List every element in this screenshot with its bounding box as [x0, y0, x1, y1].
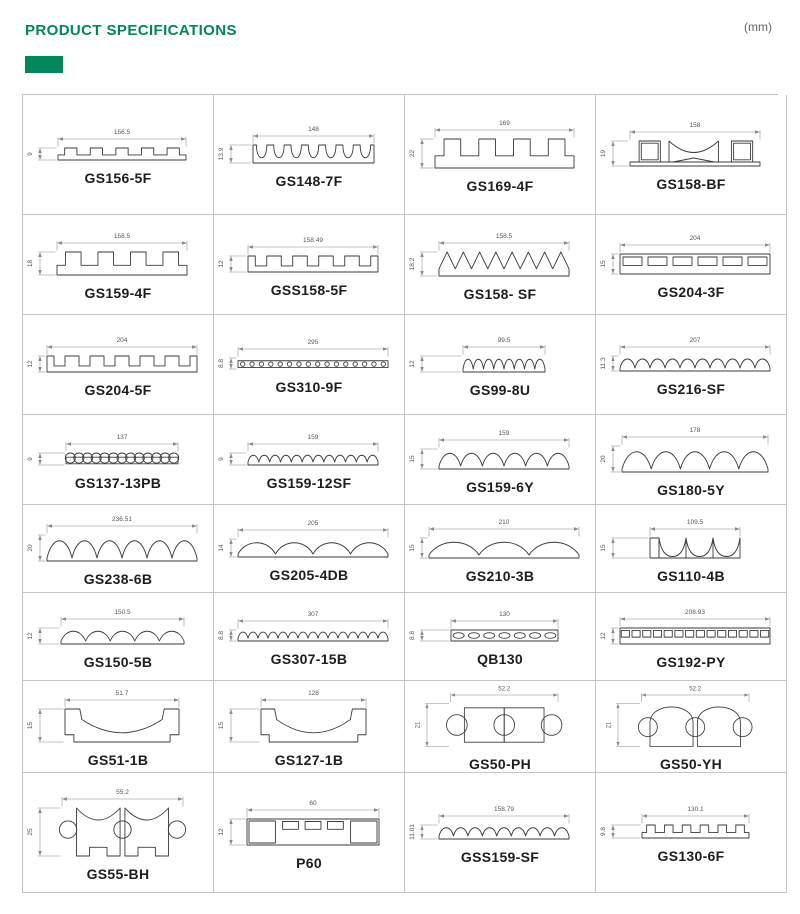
product-code: GS148-7F: [275, 172, 343, 189]
svg-text:158.5: 158.5: [495, 232, 513, 240]
svg-text:128: 128: [308, 690, 319, 697]
svg-text:307: 307: [307, 611, 319, 618]
profile-drawing: [596, 422, 786, 480]
product-code: GS158-BF: [656, 176, 726, 192]
svg-text:204: 204: [116, 336, 128, 344]
product-cell-GS137-13PB: [23, 415, 214, 505]
svg-text:109.5: 109.5: [686, 518, 704, 526]
svg-text:207: 207: [689, 337, 701, 344]
profile-drawing: [214, 606, 404, 649]
product-cell-GS50-YH: [596, 681, 787, 773]
profile-drawing: [214, 795, 404, 853]
product-cell-GS159-12SF: [214, 415, 405, 505]
svg-text:25: 25: [27, 827, 34, 836]
product-cell-GS210-3B: [405, 505, 596, 593]
svg-text:130: 130: [499, 611, 510, 618]
svg-text:12: 12: [27, 359, 34, 368]
svg-text:9: 9: [218, 456, 225, 461]
product-cell-GS180-5Y: [596, 415, 787, 505]
product-code: GS192-PY: [656, 653, 726, 670]
product-code: GS180-5Y: [657, 481, 725, 498]
profile-drawing: [23, 332, 213, 380]
svg-text:11.01: 11.01: [409, 823, 416, 840]
profile-drawing: [405, 228, 595, 284]
svg-text:158.79: 158.79: [494, 805, 514, 813]
profile-drawing: [23, 604, 213, 652]
product-cell-GS51-1B: [23, 681, 214, 773]
product-code: GS156-5F: [84, 169, 152, 186]
profile-drawing: [405, 606, 595, 649]
svg-text:12: 12: [27, 631, 34, 640]
profile-drawing: [596, 117, 786, 174]
svg-text:156.5: 156.5: [113, 128, 131, 136]
spec-table: [22, 94, 778, 893]
svg-text:22: 22: [409, 149, 416, 158]
product-code: GS99-8U: [469, 381, 531, 398]
product-cell-GS159-4F: [23, 215, 214, 315]
svg-text:9.8: 9.8: [600, 826, 607, 837]
product-cell-GS50-PH: [405, 681, 596, 773]
product-cell-GS169-4F: [405, 95, 596, 215]
product-cell-GS205-4DB: [214, 505, 405, 593]
svg-text:11.3: 11.3: [600, 357, 607, 370]
product-code: GS204-3F: [657, 283, 725, 300]
product-cell-P60: [214, 773, 405, 893]
product-code: GS137-13PB: [74, 474, 162, 491]
svg-text:55.2: 55.2: [116, 788, 129, 796]
profile-drawing: [23, 429, 213, 473]
svg-text:15: 15: [600, 259, 607, 268]
svg-text:150.5: 150.5: [114, 608, 131, 616]
profile-drawing: [23, 784, 213, 864]
svg-text:9: 9: [27, 456, 34, 461]
product-code: GS51-1B: [87, 752, 149, 768]
product-code: GS310-9F: [275, 379, 343, 395]
svg-text:21: 21: [605, 721, 613, 729]
product-code: GS50-YH: [659, 756, 722, 772]
product-code: GS238-6B: [83, 570, 153, 587]
product-code: GS127-1B: [274, 752, 344, 768]
svg-text:158: 158: [689, 122, 701, 129]
svg-text:210: 210: [498, 518, 510, 526]
product-cell-GS55-BH: [23, 773, 214, 893]
svg-text:21: 21: [414, 721, 422, 729]
product-cell-GS204-5F: [23, 315, 214, 415]
svg-text:99.5: 99.5: [497, 336, 511, 344]
svg-text:208.93: 208.93: [685, 608, 705, 616]
product-cell-GS156-5F: [23, 95, 214, 215]
product-cell-GS238-6B: [23, 505, 214, 593]
svg-text:9: 9: [27, 151, 34, 156]
profile-drawing: [23, 685, 213, 750]
svg-text:60: 60: [309, 799, 317, 807]
product-code: GS158- SF: [463, 285, 537, 302]
svg-text:8.8: 8.8: [218, 358, 225, 369]
product-cell-GS148-7F: [214, 95, 405, 215]
svg-text:204: 204: [689, 234, 701, 242]
product-cell-GSS159-SF: [405, 773, 596, 893]
product-code: GS130-6F: [657, 848, 725, 864]
svg-text:159: 159: [307, 433, 319, 441]
svg-text:12: 12: [409, 359, 416, 368]
product-code: P60: [296, 854, 322, 871]
profile-drawing: [23, 228, 213, 283]
product-code: GS55-BH: [86, 865, 150, 882]
svg-text:19: 19: [600, 149, 607, 158]
product-cell-GS158-BF: [596, 95, 787, 215]
svg-text:15: 15: [409, 454, 416, 463]
svg-text:20: 20: [600, 454, 607, 463]
svg-text:12: 12: [600, 631, 607, 640]
product-code: GS159-4F: [84, 285, 152, 301]
product-code: GS159-12SF: [266, 474, 352, 491]
svg-text:15: 15: [27, 721, 34, 730]
profile-drawing: [596, 681, 786, 754]
product-code: GS204-5F: [84, 381, 152, 398]
product-code: GSS159-SF: [460, 848, 540, 865]
product-code: GS307-15B: [270, 651, 348, 667]
profile-drawing: [405, 425, 595, 477]
svg-text:18.2: 18.2: [409, 257, 416, 270]
svg-text:236.51: 236.51: [112, 515, 132, 523]
profile-drawing: [214, 232, 404, 280]
profile-drawing: [23, 511, 213, 569]
product-code: GSS158-5F: [270, 281, 348, 298]
product-code: GS216-SF: [656, 381, 726, 397]
profile-drawing: [596, 230, 786, 282]
svg-text:158.5: 158.5: [113, 233, 131, 240]
svg-text:295: 295: [307, 339, 319, 346]
product-cell-GS310-9F: [214, 315, 405, 415]
svg-text:14: 14: [218, 543, 225, 552]
profile-drawing: [405, 115, 595, 176]
svg-text:159: 159: [498, 429, 510, 437]
profile-drawing: [596, 332, 786, 379]
svg-text:137: 137: [116, 433, 128, 441]
svg-text:178: 178: [689, 426, 701, 434]
product-cell-QB130: [405, 593, 596, 681]
profile-drawing: [405, 681, 595, 754]
svg-text:169: 169: [499, 120, 510, 127]
unit-label: (mm): [744, 20, 772, 34]
svg-text:148: 148: [308, 125, 319, 133]
svg-text:13.9: 13.9: [218, 147, 225, 160]
profile-drawing: [214, 515, 404, 565]
profile-drawing: [214, 121, 404, 171]
profile-drawing: [214, 429, 404, 473]
svg-text:130.1: 130.1: [687, 806, 704, 813]
product-code: GS150-5B: [83, 653, 153, 670]
svg-text:15: 15: [409, 543, 416, 552]
svg-text:12: 12: [218, 259, 225, 268]
svg-text:52.2: 52.2: [689, 685, 702, 693]
page-header: [0, 0, 800, 73]
product-code: GS205-4DB: [269, 566, 349, 583]
page-title: PRODUCT SPECIFICATIONS: [25, 22, 237, 39]
product-cell-GS110-4B: [596, 505, 787, 593]
profile-drawing: [23, 124, 213, 168]
svg-text:205: 205: [307, 519, 319, 527]
product-cell-GS204-3F: [596, 215, 787, 315]
profile-drawing: [405, 514, 595, 566]
product-code: GS159-6Y: [466, 478, 534, 495]
accent-swatch: [25, 56, 63, 73]
profile-drawing: [596, 801, 786, 846]
svg-text:15: 15: [218, 721, 225, 730]
product-code: GS110-4B: [657, 567, 725, 584]
profile-drawing: [596, 604, 786, 652]
profile-drawing: [214, 685, 404, 750]
svg-text:8.8: 8.8: [409, 630, 416, 641]
product-cell-GS127-1B: [214, 681, 405, 773]
svg-text:52.2: 52.2: [498, 685, 511, 693]
product-cell-GS216-SF: [596, 315, 787, 415]
svg-text:158.49: 158.49: [303, 236, 323, 244]
svg-text:51.7: 51.7: [115, 690, 129, 697]
profile-drawing: [405, 332, 595, 380]
profile-drawing: [405, 801, 595, 847]
svg-text:12: 12: [218, 827, 225, 836]
product-cell-GSS158-5F: [214, 215, 405, 315]
product-code: QB130: [477, 651, 523, 667]
svg-text:20: 20: [27, 543, 34, 552]
product-code: GS50-PH: [468, 756, 531, 772]
product-cell-GS192-PY: [596, 593, 787, 681]
profile-drawing: [214, 334, 404, 377]
svg-text:18: 18: [27, 259, 34, 268]
svg-text:8.8: 8.8: [218, 630, 225, 641]
profile-drawing: [596, 514, 786, 566]
product-cell-GS150-5B: [23, 593, 214, 681]
product-cell-GS307-15B: [214, 593, 405, 681]
svg-text:15: 15: [600, 543, 607, 552]
product-code: GS210-3B: [465, 567, 535, 584]
product-code: GS169-4F: [466, 178, 534, 194]
product-cell-GS159-6Y: [405, 415, 596, 505]
product-cell-GS158- SF: [405, 215, 596, 315]
product-cell-GS130-6F: [596, 773, 787, 893]
product-cell-GS99-8U: [405, 315, 596, 415]
